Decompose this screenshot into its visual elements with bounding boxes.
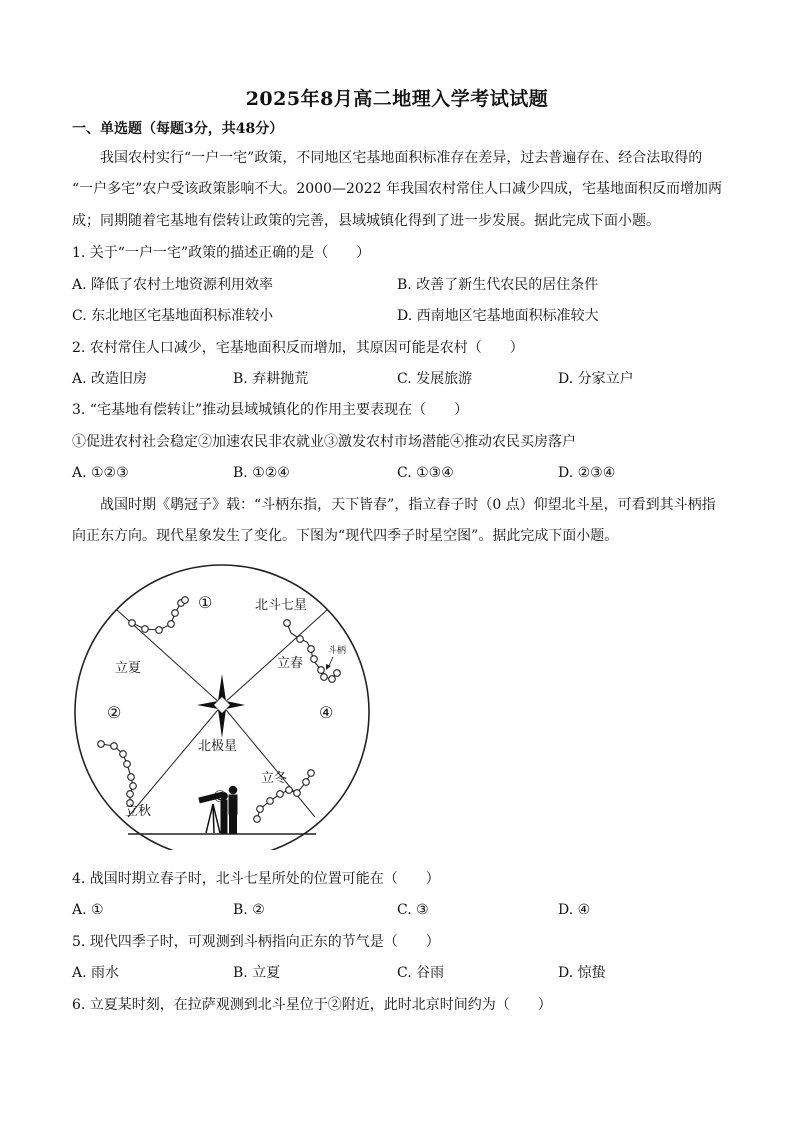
q4-option-c: C. ③ [397, 902, 429, 918]
passage1-line1: 我国农村实行“一户一宅”政策，不同地区宅基地面积标准存在差异，过去普遍存在、经合法取得的 [100, 150, 703, 166]
q1-option-a: A. 降低了农村土地资源利用效率 [72, 277, 274, 293]
big-dipper-label: 北斗七星 [255, 598, 308, 613]
observers-telescope-icon [199, 786, 237, 833]
q3-option-d: D. ②③④ [558, 465, 616, 481]
lidong-label: 立冬 [261, 771, 288, 786]
polaris-label: 北极星 [198, 739, 238, 754]
asterism-autumn [98, 741, 137, 807]
q1-stem: 1. 关于“一户一宅”政策的描述正确的是（ ） [72, 245, 371, 261]
passage2-line1: 战国时期《鹖冠子》载：“斗柄东指，天下皆春”，指立春子时（0 点）仰望北斗星，可看到其斗柄指 [100, 497, 716, 513]
passage1-line3: 成；同期随着宅基地有偿转让政策的完善，县域城镇化得到了进一步发展。据此完成下面小题。 [72, 213, 660, 229]
handle-label: 斗柄 [328, 646, 347, 656]
star-chart-figure [70, 560, 390, 850]
q2-option-a: A. 改造旧房 [72, 371, 148, 387]
q5-option-b: B. 立夏 [233, 965, 281, 981]
q3-statements: ①促进农村社会稳定②加速农民非农就业③激发农村市场潜能④推动农民买房落户 [72, 434, 576, 450]
liqiu-label: 立秋 [125, 804, 152, 819]
region-4-label: ④ [319, 703, 334, 722]
q3-stem: 3. “宅基地有偿转让”推动县域城镇化的作用主要表现在（ ） [72, 402, 469, 418]
q4-stem: 4. 战国时期立春子时，北斗七星所处的位置可能在（ ） [72, 871, 440, 887]
q2-option-c: C. 发展旅游 [397, 371, 473, 387]
q5-option-c: C. 谷雨 [397, 965, 445, 981]
section-heading: 一、单选题（每题3分，共48分） [72, 121, 284, 137]
lichun-label: 立春 [277, 656, 304, 671]
lixia-label: 立夏 [115, 661, 142, 676]
q1-option-b: B. 改善了新生代农民的居住条件 [397, 277, 599, 293]
region-1-label: ① [198, 593, 213, 612]
q4-option-a: A. ① [72, 902, 104, 918]
q5-option-a: A. 雨水 [72, 965, 120, 981]
q3-option-a: A. ①②③ [72, 465, 129, 481]
exam-title: 2025年8月高二地理入学考试试题 [245, 88, 549, 110]
q2-stem: 2. 农村常住人口减少，宅基地面积反而增加，其原因可能是农村（ ） [72, 340, 524, 356]
q6-stem: 6. 立夏某时刻，在拉萨观测到北斗星位于②附近，此时北京时间约为（ ） [72, 997, 552, 1013]
handle-pointer-arrow-icon [326, 664, 331, 670]
q1-option-c: C. 东北地区宅基地面积标准较小 [72, 308, 274, 324]
region-2-label: ② [107, 703, 122, 722]
q4-option-d: D. ④ [558, 902, 591, 918]
passage1-line2: “一户多宅”农户受该政策影响不大。2000—2022 年我国农村常住人口减少四成，宅基地面积反而增加两 [72, 181, 723, 197]
q1-option-d: D. 西南地区宅基地面积标准较大 [397, 308, 599, 324]
asterism-summer [129, 597, 189, 634]
q4-option-b: B. ② [233, 902, 265, 918]
q3-option-b: B. ①②④ [233, 465, 290, 481]
q2-option-d: D. 分家立户 [558, 371, 634, 387]
q5-stem: 5. 现代四季子时，可观测到斗柄指向正东的节气是（ ） [72, 934, 440, 950]
q5-option-d: D. 惊蛰 [558, 965, 606, 981]
polaris-star-icon [197, 674, 245, 738]
q2-option-b: B. 弃耕抛荒 [233, 371, 309, 387]
passage2-line2: 向正东方向。现代星象发生了变化。下图为“现代四季子时星空图”。据此完成下面小题。 [72, 528, 619, 544]
q3-option-c: C. ①③④ [397, 465, 454, 481]
